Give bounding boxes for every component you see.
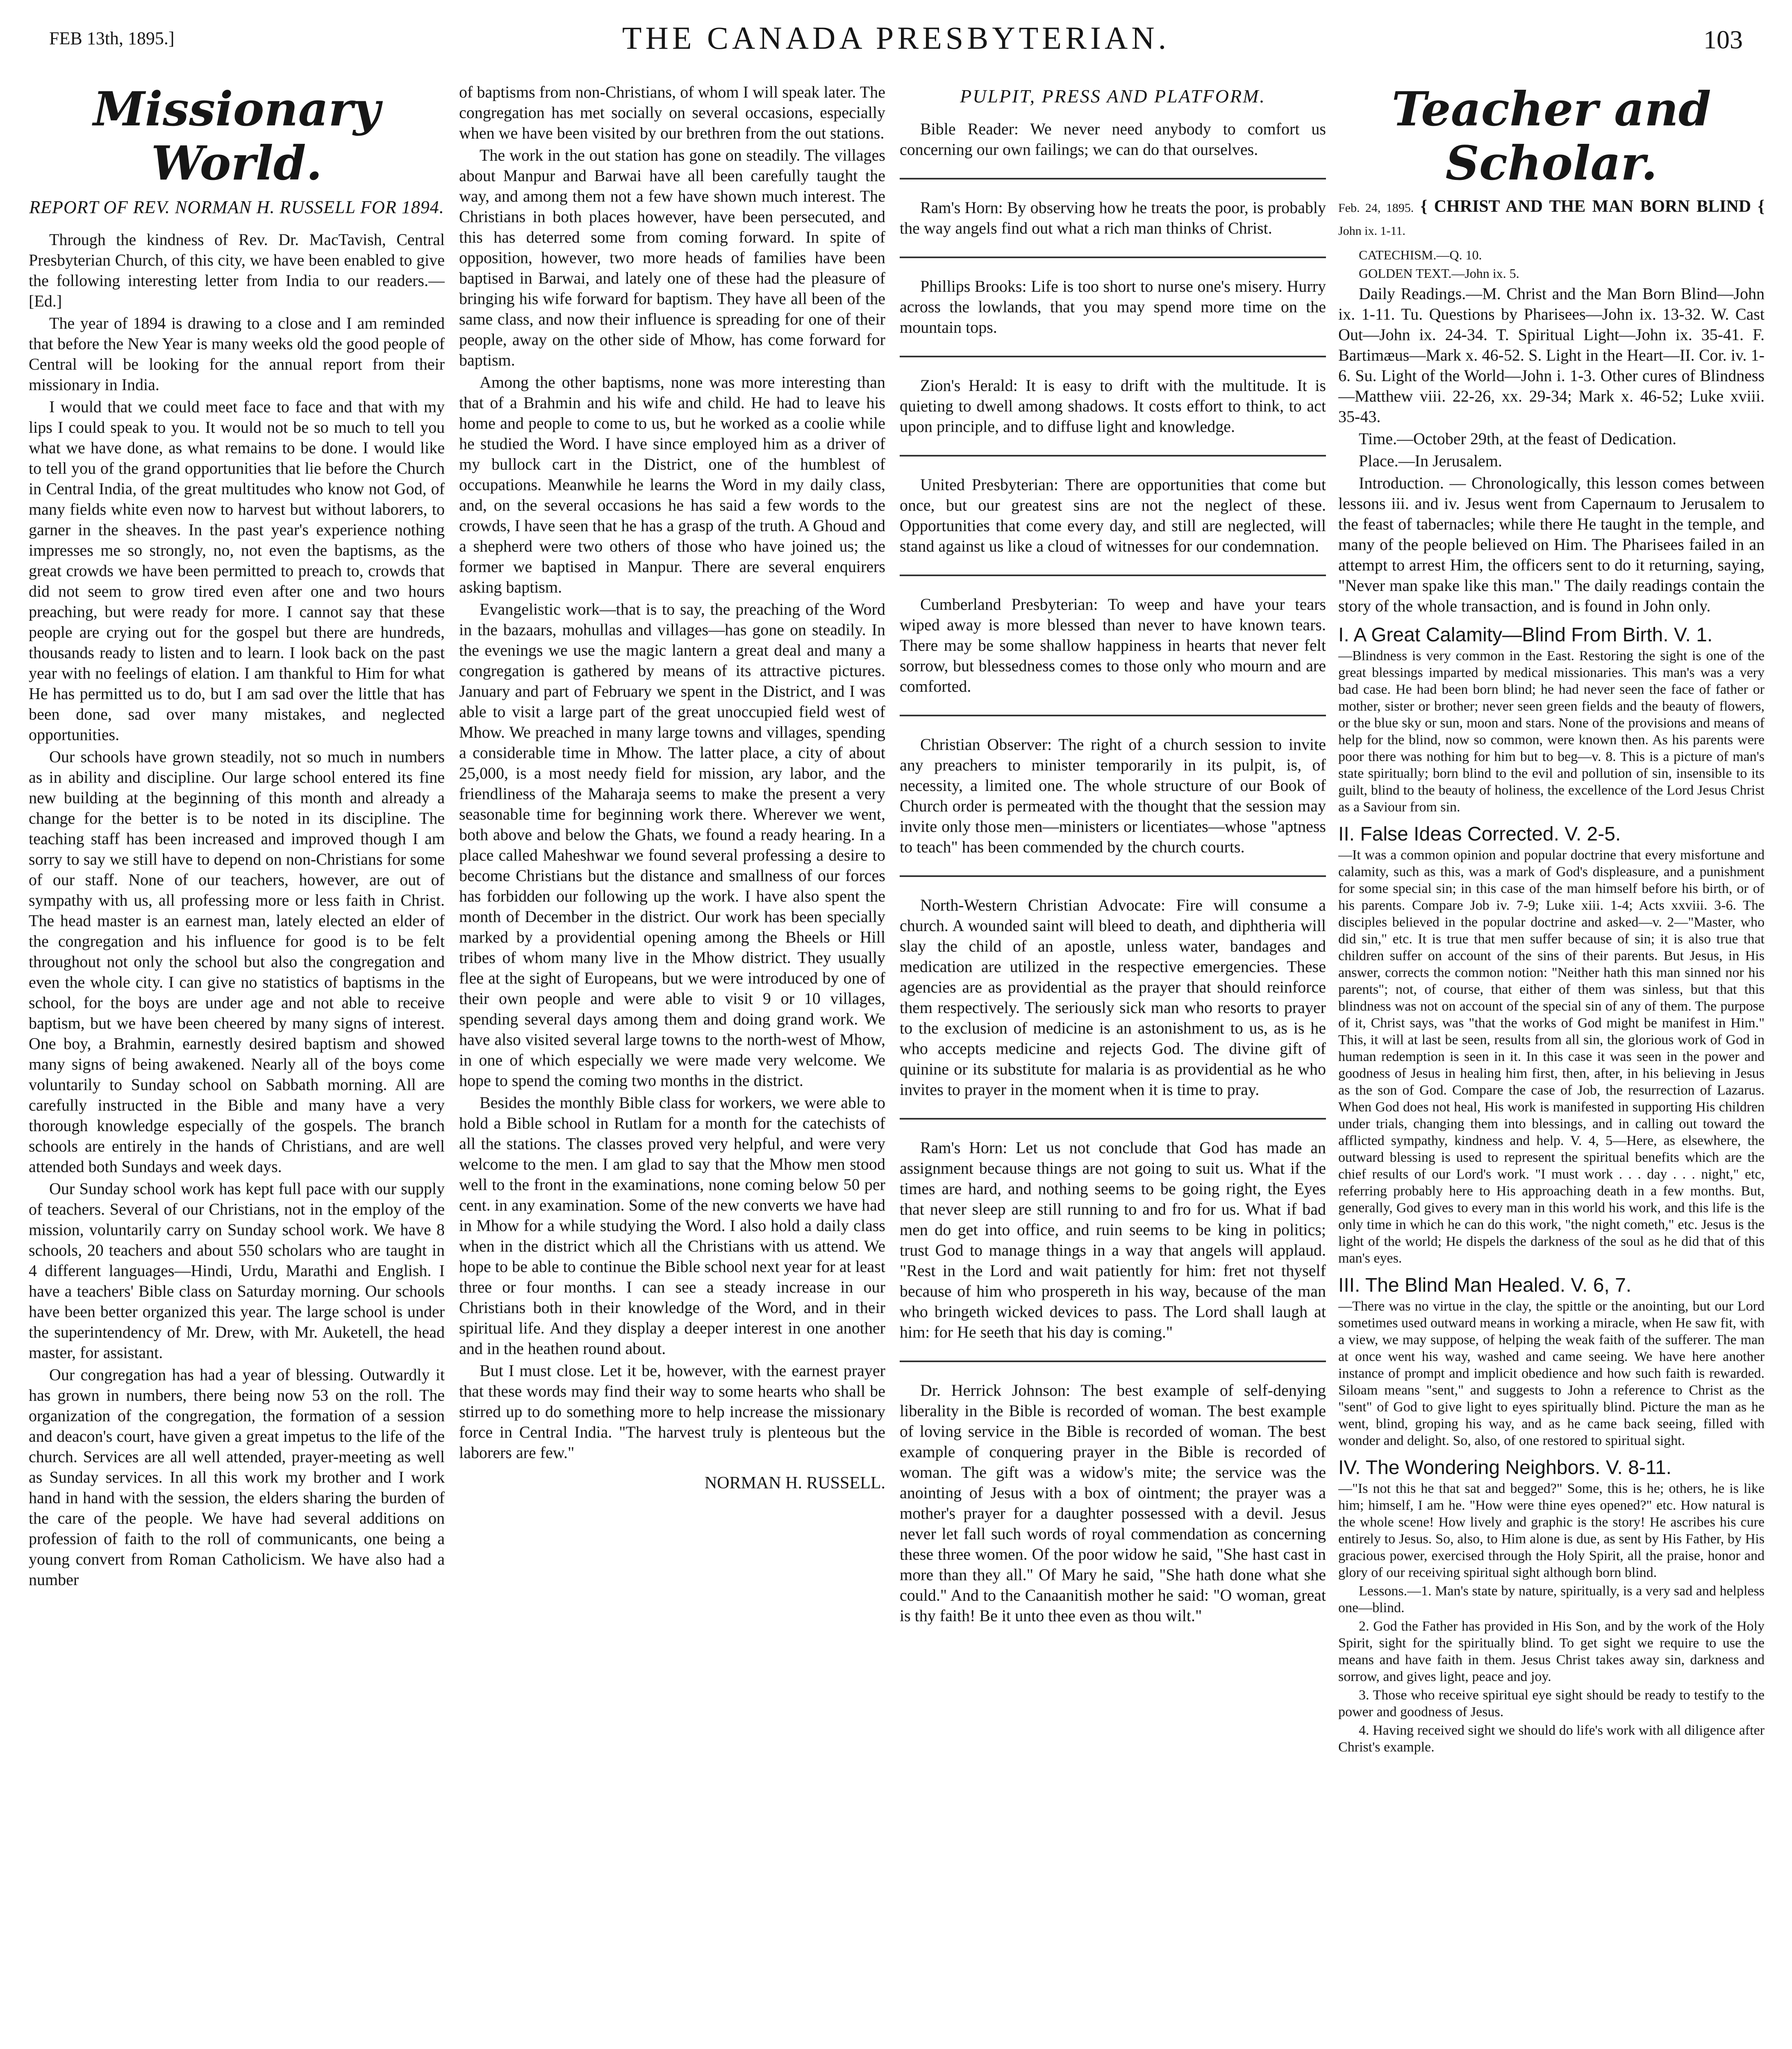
paragraph: But I must close. Let it be, however, with the earnest prayer that these words may find their way to some hearts who shall be stirred up to do something more to help increase the missionary force in Central India. "The harvest truly is plenteous but the laborers are few." bbox=[459, 1361, 885, 1462]
press-quote bbox=[900, 198, 1326, 258]
lesson-point: Lessons.—1. Man's state by nature, spiritually, is a very sad and helpless one—blind. bbox=[1338, 1583, 1765, 1615]
paragraph: Besides the monthly Bible class for workers, we were able to hold a Bible school in Rutlam for a month for the catechists of all the stations. The classes proved very helpful, and were very welcome to the men. I am glad to say that the Mhow men stood well to the front in the examinations, none coming below 50 per cent. in any examination. Some of the new converts we have had in Mhow for a while studying the Word. I also hold a daily class when in the district which all the Christians with us attend. We hope to be able to continue the Bible school next year for at least three or four months. I can see a steady increase in our Christians both in their knowledge of the Word, and in their spiritual life. And they display a deeper interest in one another and in the heathen round about. bbox=[459, 1093, 885, 1358]
lesson-reference: John ix. 1-11. bbox=[1338, 224, 1405, 238]
paragraph: Our schools have grown steadily, not so much in numbers as in ability and discipline. Our large school entered its fine new building at the beginning of this month and already a change for the better is to be noted in its discipline. The teaching staff has been increased and improved though I am sorry to say we still have to depend on non-Christians for some of our staff. None of our teachers, however, are out of sympathy with us, all professing more or less faith in Christ. The head master is an earnest man, lately elected an elder of the congregation and his influence for good is to be felt throughout not only the school but also the congregation and even the whole city. I can give no statistics of baptisms in the school, for the boys are under age and not able to receive baptism, but we have been cheered by many signs of interest. One boy, a Brahmin, earnestly desired baptism and showed many signs of being awakened. Nearly all of the boys come voluntarily to Sunday school on Sabbath morning. All are carefully instructed in the Bible and many have a very thorough knowledge especially of the gospels. The branch schools are entirely in the hands of Christians, and are well attended both Sundays and week days. bbox=[29, 747, 445, 1176]
section-text: —"Is not this he that sat and begged?" Some, this is he; others, he is like him; himself, I am he. "How were thine eyes opened?" etc. How natural is the whole scene! How lively and graphic is the story! He ascribes his cure entirely to Jesus. So, also, to Him alone is due, as sent by His Father, by His gracious power, exercised through the Holy Spirit, all the praise, honor and glory of our receiving spiritual sight although born blind. bbox=[1338, 1481, 1765, 1580]
press-quote bbox=[900, 475, 1326, 576]
signature: NORMAN H. RUSSELL. bbox=[704, 1474, 885, 1492]
quote-text: Zion's Herald: It is easy to drift with the multitude. It is quieting to dwell among shadows. It costs effort to think, to act upon principle, and to diffuse light and knowledge. bbox=[900, 376, 1326, 436]
press-quote bbox=[900, 594, 1326, 716]
paragraph: Our Sunday school work has kept full pace with our supply of teachers. Several of our Christians, not in the employ of the mission, voluntarily carry on Sunday school work. We have 8 schools, 20 teachers and about 550 scholars who are taught in 4 different languages—Hindi, Urdu, Marathi and English. I have a teachers' Bible class on Saturday morning. Our schools have been better organized this year. The large school is under the superintendency of Mr. Drew, with Mr. Auketell, the head master, for assistant. bbox=[29, 1179, 445, 1362]
paragraph: I would that we could meet face to face and that with my lips I could speak to you. It would not be so much to tell you what we have done, as what remains to be done. I would like to tell you of the grand opportunities that lie before the Church in Central India, of the great multitudes who know not God, of many fields white even now to harvest but without laborers, to garner in the sheaves. In the past year's experience nothing impresses me so strongly, no, not even the baptisms, as the great crowds we have been permitted to preach to, crowds that did not seem to grow tired even after one and two hours preaching, but were ready for more. I cannot say that these people are crying out for the gospel but there are hundreds, thousands ready to listen and to learn. I look back on the past year with no feelings of elation. I am thankful to Him for what He has permitted us to do, but I am sad over the little that has been done, sad over many mistakes, and neglected opportunities. bbox=[29, 398, 445, 744]
quote-text: Ram's Horn: By observing how he treats the poor, is probably the way angels find out what a rich man thinks of Christ. bbox=[900, 198, 1326, 237]
lesson-point: 2. God the Father has provided in His Son, and by the work of the Holy Spirit, sight for the spiritually blind. To get sight we require to use the means and have faith in them. Jesus Christ takes away sin, darkness and sorrow, and gives light, peace and joy. bbox=[1338, 1619, 1765, 1684]
lesson-title: CHRIST AND THE MAN BORN BLIND bbox=[1434, 197, 1751, 216]
quote-text: Cumberland Presbyterian: To weep and have your tears wiped away is more blessed than never to have known tears. There may be some shallow happiness in hearts that never felt sorrow, but blessedness comes to those only who mourn and are comforted. bbox=[900, 595, 1326, 695]
press-quote bbox=[900, 375, 1326, 457]
column-1 bbox=[29, 82, 445, 2049]
press-quote bbox=[900, 1138, 1326, 1362]
lesson-title-line: Feb. 24, 1895. { CHRIST AND THE MAN BORN BLIND { John ix. 1-11. bbox=[1338, 197, 1765, 238]
missionary-world-heading: Missionary World. bbox=[93, 82, 380, 191]
quote-text: United Presbyterian: There are opportunities that come but once, but our greatest sins are not the neglect of these. Opportunities that come every day, and still are neglected, will stand against us like a cloud of witnesses for our condemnation. bbox=[900, 475, 1326, 555]
column-2 bbox=[459, 82, 885, 2049]
section-text: —It was a common opinion and popular doctrine that every misfortune and calamity, such as this, was a mark of God's displeasure, and a punishment for some special sin; in this case of the man himself before his birth, or of his parents. Compare Job iv. 7-9; Luke xiii. 1-4; Acts xxviii. 3-6. The disciples believed in the popular doctrine and asked—v. 2—"Master, who did sin," etc. It is true that men suffer because of sin; it is also true that children suffer on account of the sins of their parents. But Jesus, in His answer, corrects the common notion: "Neither hath this man sinned nor his parents"; not, of course, that either of them was sinless, but that this blindness was not on account of the special sin of any of them. The purpose of it, Christ says, was "that the works of God might be manifest in Him." This, it will at last be seen, results from all sin, the glorious work of God in human redemption is seen in it. In this case it was seen in the power and goodness of Jesus in healing him first, then, after, in his believing in Jesus as the son of God. Compare the case of Job, the resurrection of Lazarus. When God does not heal, His work is manifested in supporting His children under trials, changing them into blessings, and in calling out toward the afflicted sympathy, kindness and help. V. 4, 5—Here, as elsewhere, the outward blessing is used to represent the spiritual benefits which are the chief results of our Lord's work. "I must work . . . day . . . night," etc, referring probably here to His approaching death in a few months. But, generally, God gives to every man in this world his work, and this life is the only time in which he can do this work, "the night cometh," etc. Jesus is the light of the world; He dispels the darkness of the soul as he did that of this man's eyes. bbox=[1338, 847, 1765, 1266]
golden-text: GOLDEN TEXT.—John ix. 5. bbox=[1359, 266, 1519, 281]
paragraph: Place.—In Jerusalem. bbox=[1359, 452, 1502, 470]
lesson-point: 3. Those who receive spiritual eye sight should be ready to testify to the power and goodness of Jesus. bbox=[1338, 1688, 1765, 1720]
paragraph: Our congregation has had a year of blessing. Outwardly it has grown in numbers, there being now 53 on the roll. The organization of the congregation, the formation of a session and deacon's court, have given a great impetus to the life of the church. Services are all well attended, prayer-meeting as well as Sunday services. In all this work my brother and I work hand in hand with the session, the elders sharing the burden of the care of the people. We have had several additions on profession of faith to the roll of communicants, one being a young convert from Roman Catholicism. We have also had a number bbox=[29, 1365, 445, 1589]
quote-text: Ram's Horn: Let us not conclude that God has made an assignment because things are not going to suit us. What if the times are hard, and nothing seems to be going right, the Eyes that never sleep are still running to and fro for us. What if bad men do get into office, and ruin seems to be king in politics; trust God to manage things in a way that angels will applaud. "Rest in the Lord and wait patiently for him: fret not thyself because of him who prospereth in his way, because of the man who bringeth wicked devices to pass. The Lord shall laugh at him: for He seeth that his day is coming." bbox=[900, 1138, 1326, 1341]
quote-text: Dr. Herrick Johnson: The best example of self-denying liberality in the Bible is recorded of woman. The best example of loving service in the Bible is recorded of woman. The best example of conquering prayer in the Bible is recorded of woman. The gift was a widow's mite; the service was the anointing of Jesus with a box of ointment; the prayer was a mother's prayer for a daughter possessed with a devil. Jesus never let fall such words of royal commendation as concerning these three women. Of the poor widow he said, "She hast cast in more than they all." Of Mary he said, "She hath done what she could." And to the Canaanitish mother he said: "O woman, great is thy faith! Be it unto thee even as thou wilt." bbox=[900, 1381, 1326, 1625]
quote-text: Phillips Brooks: Life is too short to nurse one's misery. Hurry across the lowlands, that you may spend more time on the mountain tops. bbox=[900, 277, 1326, 336]
press-quote bbox=[900, 1380, 1326, 1644]
paragraph: Through the kindness of Rev. Dr. MacTavish, Central Presbyterian Church, of this city, we have been enabled to give the following interesting letter from India to our readers.—[Ed.] bbox=[29, 230, 445, 310]
section-text: —Blindness is very common in the East. Restoring the sight is one of the great blessings imparted by medical missionaries. This man's was a very bad case. He had been born blind; he had never seen the face of father or mother, sister or brother; never seen green fields and the beauty of flowers, or the blue sky or sun, moon and stars. None of the provisions and means of help for the blind, now so common, were known then. As his parents were poor there was nothing for him but to beg—v. 8. This is a picture of man's state spiritually; born blind to the evil and pollution of sin, insensible to its guilt, blind to the beauty of holiness, the excellence of the Lord Jesus Christ as a Saviour from sin. bbox=[1338, 648, 1765, 815]
paragraph: Time.—October 29th, at the feast of Dedication. bbox=[1359, 429, 1676, 448]
quote-text: Christian Observer: The right of a church session to invite any preachers to minister temporarily in its pulpit, is, of necessity, a limited one. The whole structure of our Book of Church order is permeated with the thought that the session may invite only those men—ministers or licentiates—whose "aptness to teach" has been commended by the church courts. bbox=[900, 735, 1326, 856]
quote-text: Bible Reader: We never need anybody to comfort us concerning our own failings; we can do that ourselves. bbox=[900, 120, 1326, 159]
paragraph: The year of 1894 is drawing to a close and I am reminded that before the New Year is many weeks old the good people of Central will be looking for the annual report from their missionary in India. bbox=[29, 314, 445, 394]
press-quote bbox=[900, 734, 1326, 877]
section-text: —There was no virtue in the clay, the spittle or the anointing, but our Lord sometimes used outward means in working a miracle, when He saw fit, with a view, we may suppose, of helping the weak faith of the sufferer. The man at once went his way, washed and came seeing. We have here another instance of prompt and implicit obedience and how such faith is rewarded. Siloam means "sent," and suggests to John a reference to Christ as the "sent" of God to give light to eyes spiritually blind. Picture the man as he went, blind, groping his way, and as he came back seeing, filled with wonder and delight. So, also, of one restored to spiritual sight. bbox=[1338, 1299, 1765, 1448]
lesson-point: 4. Having received sight we should do life's work with all diligence after Christ's example. bbox=[1338, 1723, 1765, 1755]
issue-date: FEB 13th, 1895.] bbox=[49, 28, 175, 48]
column-4 bbox=[1338, 82, 1765, 2049]
press-quote bbox=[900, 276, 1326, 357]
press-quote bbox=[900, 119, 1326, 179]
masthead-title: THE CANADA PRESBYTERIAN. bbox=[622, 20, 1170, 56]
section-title: III. The Blind Man Healed. V. 6, 7. bbox=[1338, 1274, 1632, 1296]
section-title: II. False Ideas Corrected. V. 2-5. bbox=[1338, 823, 1621, 845]
pulpit-press-heading: PULPIT, PRESS AND PLATFORM. bbox=[960, 86, 1266, 107]
paragraph: Evangelistic work—that is to say, the preaching of the Word in the bazaars, mohullas and villages—has gone on steadily. In the evenings we use the magic lantern a great deal and many a congregation is gathered by means of its attractive pictures. January and part of February we spent in the District, and I was able to visit a large part of the great unoccupied field west of Mhow. We preached in many large towns and villages, spending a considerable time in Mhow. The latter place, a city of about 25,000, is a most needy field for mission, ary labor, and the friendliness of the Maharaja seems to make the present a very seasonable time for beginning work there. Wherever we went, both above and below the Ghats, we found a ready hearing. In a place called Maheshwar we found several professing a desire to become Christians but the distance and smallness of our forces has forbidden our following up the work. I have also spent the month of December in the district. Our work has been specially marked by a providential opening among the Bheels or Hill tribes of whom many live in the Mhow district. They usually flee at the sight of Europeans, but we were introduced by one of their own people and were able to visit 9 or 10 villages, spending several days among them and doing grand work. We have also visited several large towns to the north-west of Mhow, in one of which especially we were made very welcome. We hope to spend the coming two months in the district. bbox=[459, 600, 885, 1090]
press-quote bbox=[900, 895, 1326, 1120]
column-3 bbox=[900, 82, 1326, 2049]
report-subheading: REPORT OF REV. NORMAN H. RUSSELL FOR 1894. bbox=[29, 197, 444, 217]
section-title: IV. The Wondering Neighbors. V. 8-11. bbox=[1338, 1457, 1671, 1479]
paragraph: Daily Readings.—M. Christ and the Man Born Blind—John ix. 1-11. Tu. Questions by Pharisees—John ix. 13-32. W. Cast Out—John ix. 24-34. T. Spiritual Light—John ix. 35-41. F. Bartimæus—Mark x. 46-52. S. Light in the Heart—II. Cor. iv. 1-6. Su. Light of the World—John i. 1-3. Other cures of Blindness—Matthew viii. 22-26, xx. 29-34; Mark x. 46-52; Luke xviii. 35-43. bbox=[1338, 284, 1765, 426]
catechism: CATECHISM.—Q. 10. bbox=[1359, 248, 1482, 262]
lesson-date: Feb. 24, 1895. bbox=[1338, 201, 1414, 215]
section-title: I. A Great Calamity—Blind From Birth. V. 1. bbox=[1338, 624, 1713, 646]
page-number: 103 bbox=[1703, 25, 1743, 54]
paragraph: The work in the out station has gone on steadily. The villages about Manpur and Barwai have all been carefully taught the way, and among them not a few have shown much interest. The Christians in both places however, have been persecuted, and this has deterred some from coming forward. In spite of opposition, however, two more heads of families have been baptised in Barwai, and lately one of these had the pleasure of bringing his wife forward for baptism. They have all been of the same class, and now their influence is spreading for one of their people, away on the other side of Mhow, has come forward for baptism. bbox=[459, 146, 885, 369]
paragraph: Introduction. — Chronologically, this lesson comes between lessons iii. and iv. Jesus went from Capernaum to Jerusalem to the feast of tabernacles; while there He taught in the temple, and many of the people believed on Him. The Pharisees failed in an attempt to arrest Him, the officers sent to do it returning, saying, "Never man spake like this man." The daily readings contain the story of the whole transaction, and is found in John only. bbox=[1338, 474, 1765, 615]
quote-text: North-Western Christian Advocate: Fire will consume a church. A wounded saint will bleed to death, and diphtheria will slay the child of an apostle, unless water, bandages and medication are utilized in the respective emergencies. These agencies are as providential as the prayer that should reinforce them respectively. The seriously sick man who resorts to prayer to the exclusion of medicine is an astonishment to us, as is he who accepts medicine and rejects God. The divine gift of quinine or its substitute for malaria is as providential as he who invites to prayer in the moment when it is time to pray. bbox=[900, 896, 1326, 1099]
paragraph: of baptisms from non-Christians, of whom I will speak later. The congregation has met socially on several occasions, especially when we have been visited by our brethren from the out stations. bbox=[459, 83, 885, 142]
paragraph: Among the other baptisms, none was more interesting than that of a Brahmin and his wife and child. He had to leave his home and people to come to us, but he worked as a coolie while he studied the Word. I have since employed him as a driver of my bullock cart in the District, one of the humblest of occupations. Meanwhile he learns the Word in my daily class, and, on the several occasions he has said a few words to the crowds, I have seen that he has a grasp of the truth. A Ghoud and a shepherd were two others of those who have joined us; the former we baptised in Manpur. There are several enquirers asking baptism. bbox=[459, 373, 885, 596]
page-header bbox=[45, 12, 1747, 61]
teacher-scholar-heading: Teacher and Scholar. bbox=[1392, 82, 1711, 191]
